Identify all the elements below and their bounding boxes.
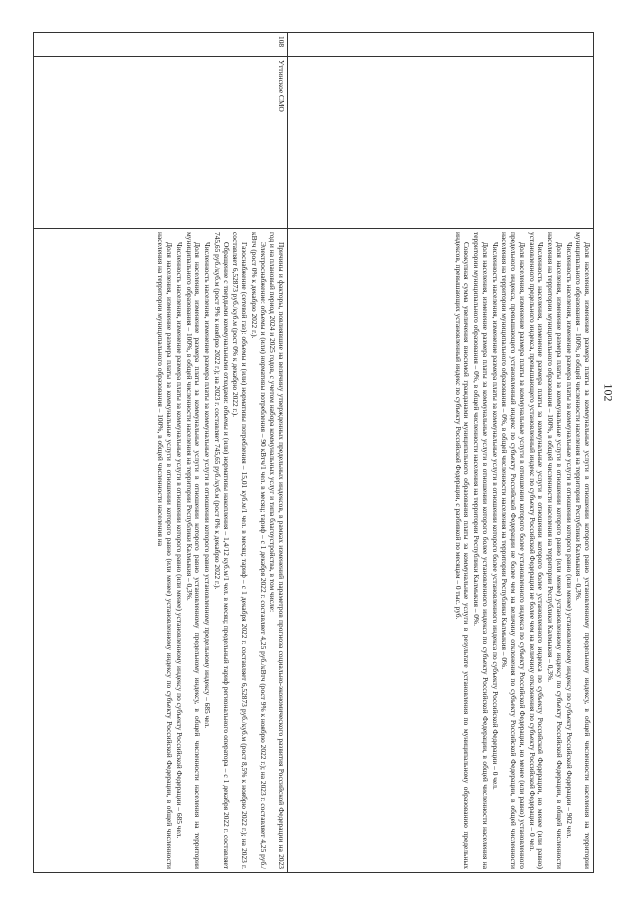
municipality-name-cell [288, 57, 594, 229]
description-cell [288, 229, 594, 873]
row-number-cell [288, 33, 594, 57]
paragraph: Доля населения, изменение размера платы за коммунальные услуги в отношении которого более установленного индекса по субъекту Российской Федерации, в общей численности населения на территории муниципального образования – 0%, в общей численности населения на территории Республики Калмыкия – 0%. [472, 232, 490, 869]
rotated-table-wrapper [34, 32, 594, 872]
paragraph: Численность населения, изменение размера платы за коммунальные услуги в отношении которого равно установленному предельному индексу – 685 чел. [203, 242, 213, 729]
paragraph: Доля населения, изменение размера платы за коммунальные услуги в отношении которого равно (или менее) установленному индексу по субъекту Российской Федерации, в общей численности населения на территории муниципального образования – 100%, в общей численности населения на территории Республики Калмыкия – 0,3%. [546, 232, 564, 869]
paragraph: Численность населения, изменение размера платы за коммунальные услуги в отношении которого равно (или менее) установленному индексу по субъекту Российской Федерации – 902 чел. [564, 242, 574, 839]
table-row [288, 33, 594, 873]
municipality-name-cell: Уттинское СМО [34, 57, 288, 229]
paragraph: Доля населения, изменение размера платы за коммунальные услуги в отношении которого равно (или менее) установленному индексу по субъекту Российской Федерации, в общей численности населения на территории муниципального образования – 100%, в общей численности населения на [156, 232, 175, 869]
document-table [33, 32, 594, 873]
paragraph: Численность населения, изменение размера платы за коммунальные услуги в отношении которого более установленного индекса по субъекту Российской Федерации – 0 чел. [490, 242, 500, 790]
table-row [34, 33, 288, 873]
paragraph: Доля населения, изменение размера платы за коммунальные услуги в отношении которого равно установленному предельному индексу, в общей численности населения на территории муниципального образования – 100%, в общей численности населения на территории Республики Калмыкия – 0,3%. [574, 232, 592, 869]
paragraph: Доля населения, изменение размера платы за коммунальные услуги в отношении которого более установленного индекса по субъекту Российской Федерации, но менее (или равно) установленного предельного индекса, превышающего установленный индекс по субъекту Российской Федерации не более чем на величину отклонения по субъекту Российской Федерации, в общей численности населения на территории муниципального образования – 0%, в общей численности населения на территории Республики Калмыкия – 0%. [500, 232, 527, 869]
paragraph: Причины и факторы, повлиявшие на величину утвержденных предельных индексов, в рамках изменений параметров прогноза социально-экономического развития Российской Федерации на 2023 год и на плановый период 2024 и 2025 годов, с учетом набора коммунальных услуг и типа благоустройства, в том числе: [268, 232, 286, 869]
paragraph: Численность населения, изменение размера платы за коммунальные услуги в отношении которого равно (или менее) установленному индексу по субъекту Российской Федерации – 685 чел. [174, 242, 184, 839]
page-number: 102 [601, 383, 616, 402]
row-number-cell: 108 [34, 33, 288, 57]
paragraph: Обращение с твердыми коммунальными отходами: объемы и (или) нормативы накопления – 1,4/12 куб.м/1 чел. в месяц; предельный тариф регионального оператора – с 1 декабря 2022 г. составляет 745,65 руб./куб.м (рост 9% к ноябрю 2022 г.); на 2023 г. составляет 745,65 руб./куб.м (рост 0% к декабрю 2022 г.). [212, 232, 231, 869]
paragraph: Газоснабжение (сетевой газ): объемы и (или) нормативы потребления – 15,01 куб.м/1 чел. в месяц; тариф – с 1 декабря 2022 г. составляет 6,52873 руб./куб.м (рост 8,5% к ноябрю 2022 г.); на 2023 г. составляет 6,52873 руб./куб.м (рост 0% к декабрю 2022 г.). [231, 232, 250, 869]
paragraph: Численность населения, изменение размера платы за коммунальные услуги в отношении которого более установленного индекса по субъекту Российской Федерации, но менее (или равно) установленного предельного индекса, превышающего установленный индекс по субъекту Российской Федерации не более чем на величину отклонения по субъекту Российской Федерации – 0 чел. [527, 232, 546, 869]
description-cell [34, 229, 288, 873]
paragraph: Электроснабжение: объемы и (или) нормативы потребления – 90 кВтч/1 чел. в месяц; тариф – с 1 декабря 2022 г. составляет 4,25 руб./кВтч (рост 9% к ноябрю 2022 г.); на 2023 г. составляет 4,25 руб./кВтч (рост 0% к декабрю 2022 г.). [249, 232, 268, 869]
paragraph: Совокупная сумма увеличения вносимой гражданами муниципального образования платы за коммунальные услуги в результате установления по муниципальному образованию предельных индексов, превышающих установленный индекс по субъекту Российской Федерации, с разбивкой по месяцам – 0 тыс. руб. [453, 232, 472, 869]
paragraph: Доля населения, изменение размера платы за коммунальные услуги в отношении которого равно установленному предельному индексу, в общей численности населения на территории муниципального образования – 100%, в общей численности населения на территории Республики Калмыкия – 0,3%. [184, 232, 203, 869]
